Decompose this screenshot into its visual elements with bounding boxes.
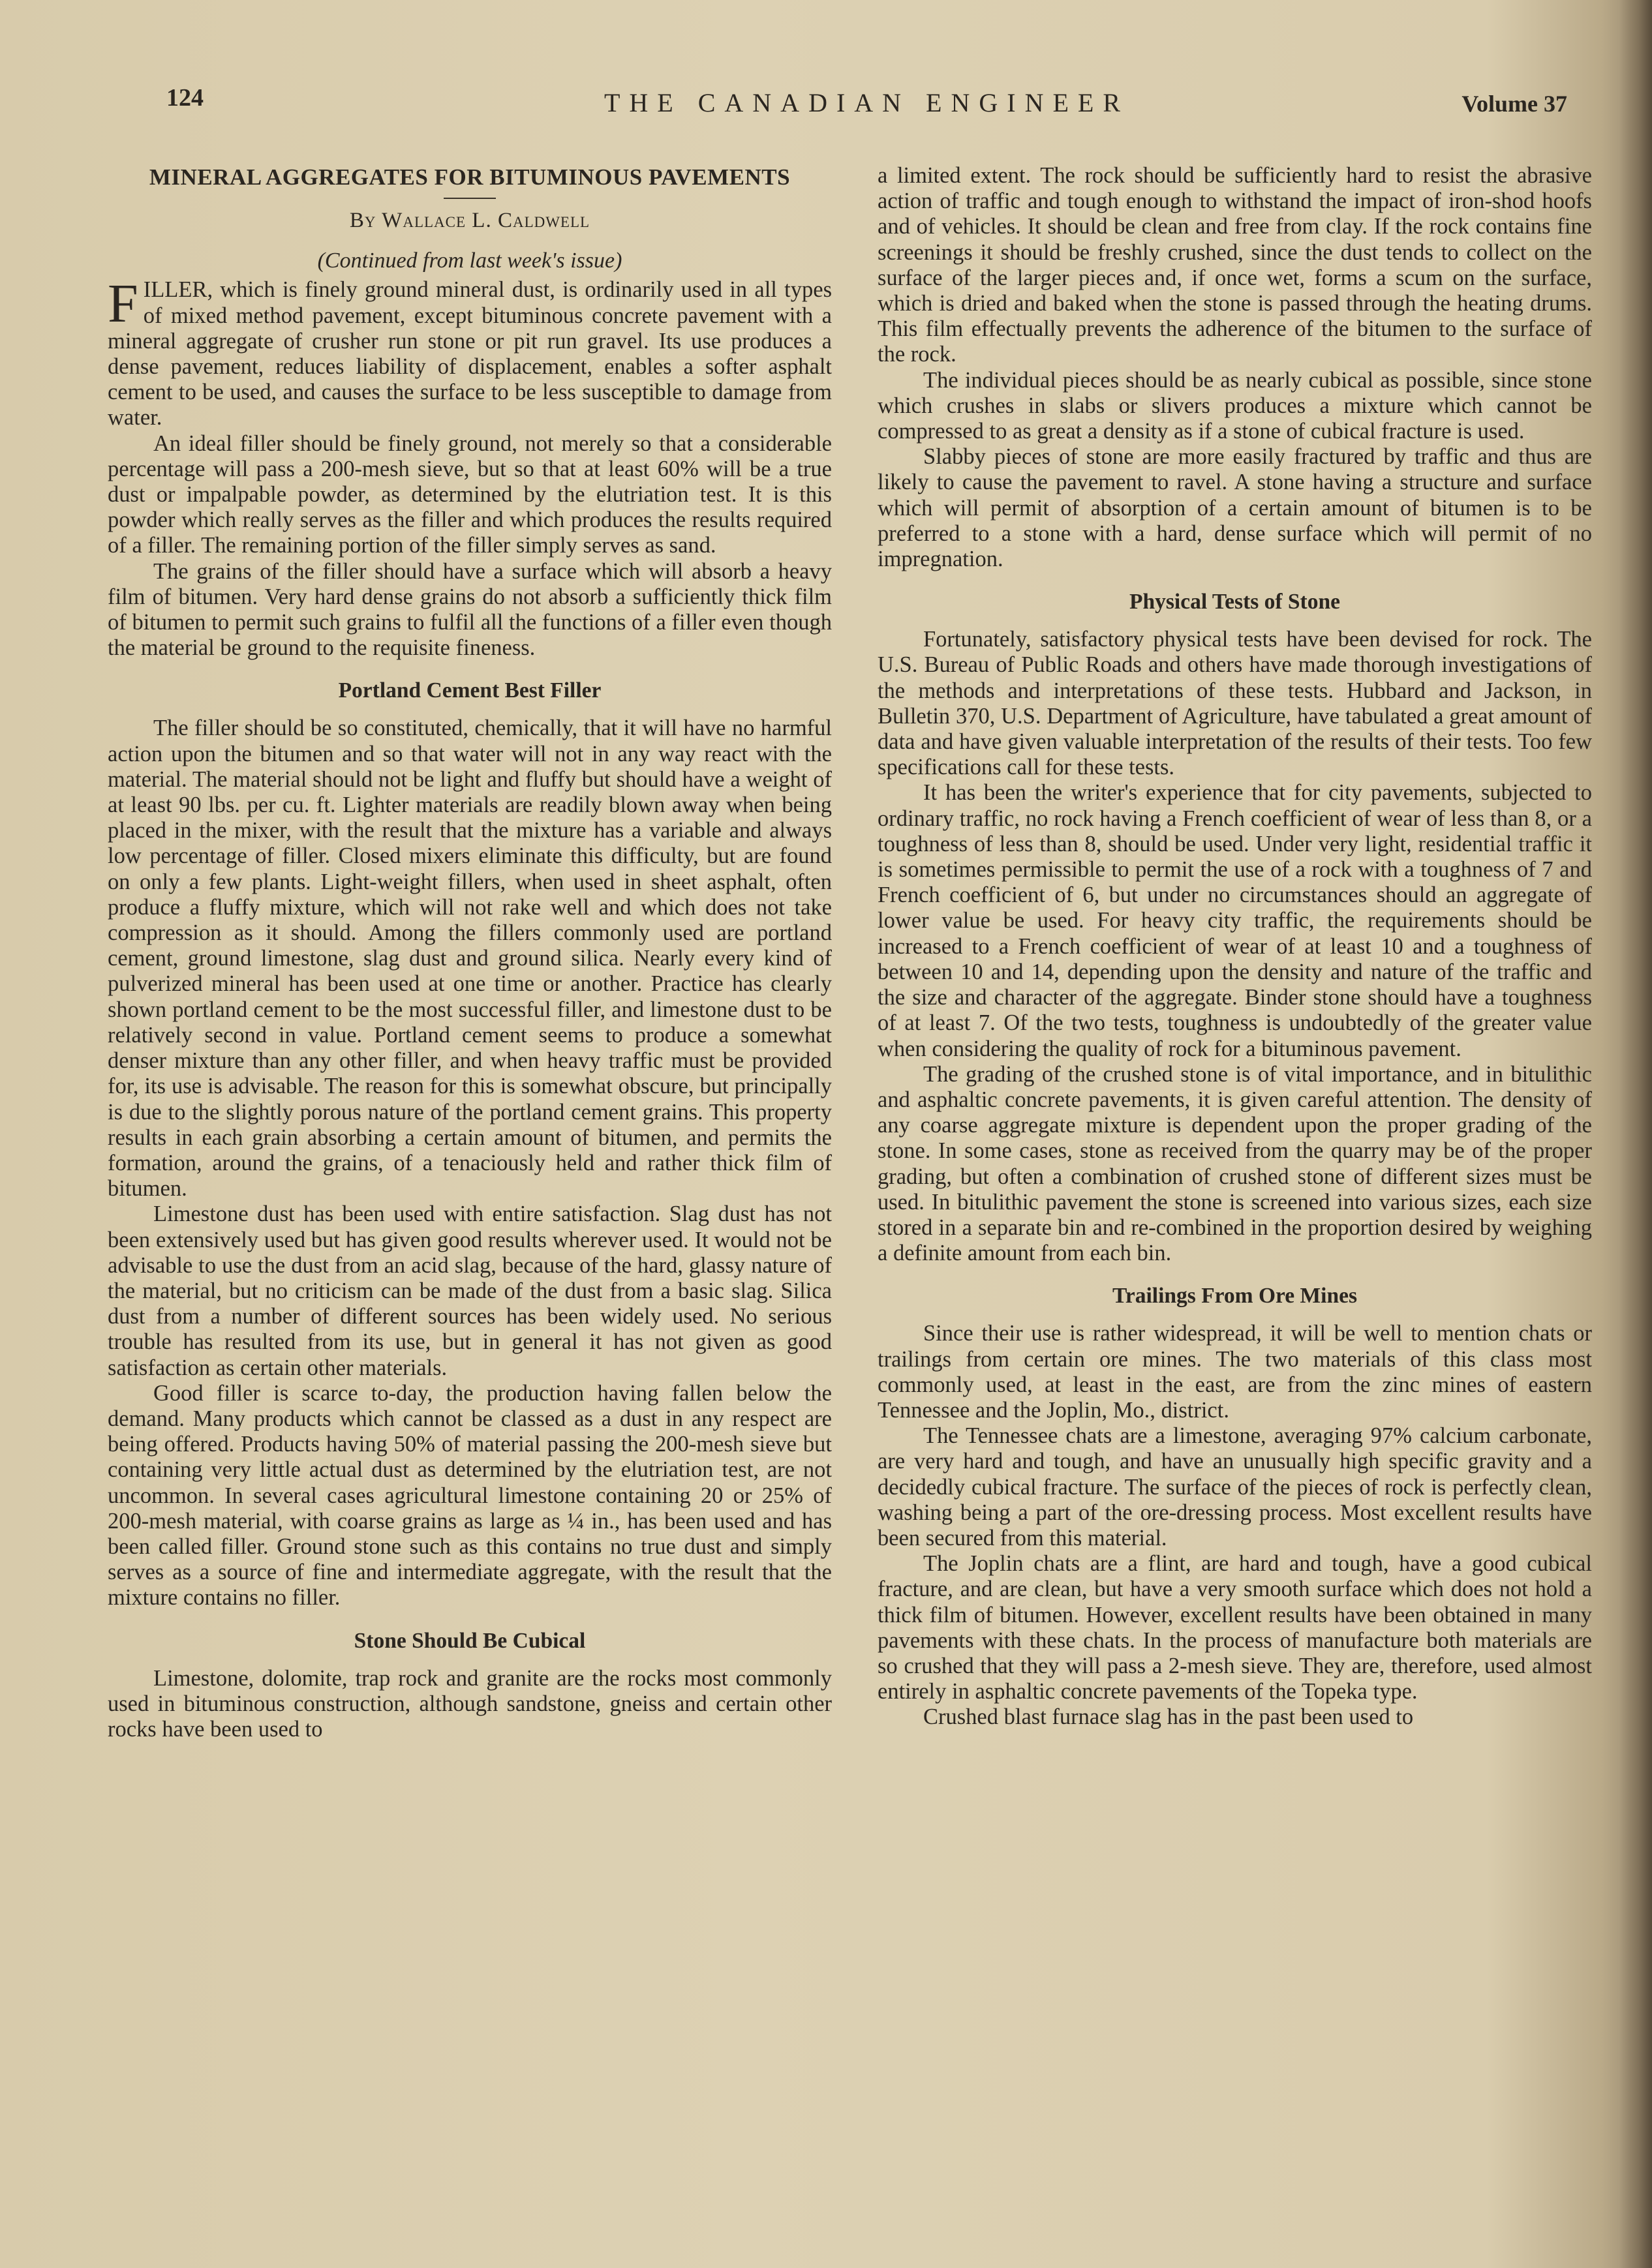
paragraph: Crushed blast furnace slag has in the past been used to (923, 1704, 1414, 1730)
binding-shadow (1619, 0, 1652, 2268)
page-number: 124 (166, 84, 204, 112)
paragraph: It has been the writer's experience that for city pavements, subjected to ordinary traffic, no rock having a French coefficient of wear of less than 8, or a toughness of less than 8, should be used. Under very light, residential traffic it is sometimes permissible to permit the use of a rock with a toughness of 7 and French coefficient of 6, but under no circumstances should an aggregate of lower value be used. For heavy city traffic, the requirements should be increased to a French coefficient of wear of at least 10 and a toughness of between 10 and 14, depending upon the density and nature of the traffic and the size and character of the aggregate. Binder stone should have a toughness of at least 7. Of the two tests, toughness is undoubtedly of the greater value when considering the quality of rock for a bituminous pavement. (878, 780, 1592, 1061)
left-column (108, 163, 832, 1742)
paragraph: The Tennessee chats are a limestone, averaging 97% calcium carbonate, are very hard and tough, and have an unusually high specific gravity and a decidedly cubical fracture. The surface of the pieces of rock is perfectly clean, washing being a part of the ore-dressing process. Most excellent results have been secured from this material. (878, 1423, 1592, 1550)
section-heading-physical: Physical Tests of Stone (1129, 590, 1340, 614)
paragraph: An ideal filler should be finely ground, not merely so that a considerable percentage will pass a 200-mesh sieve, but so that at least 60% will be a true dust or impalpable powder, as determined by the elutriation test. It is this powder which really serves as the filler and which produces the results required of a filler. The remaining portion of the filler simply serves as sand. (108, 431, 832, 558)
paragraph: The Joplin chats are a flint, are hard and tough, have a good cubical fracture, and are clean, but have a very smooth surface which does not hold a thick film of bitumen. However, excellent results have been obtained in many pavements with these chats. In the process of manufacture both materials are so crushed that they will pass a 2-mesh sieve. They are, therefore, used almost entirely in asphaltic concrete pavements of the Topeka type. (878, 1551, 1592, 1704)
paragraph: Limestone dust has been used with entire satisfaction. Slag dust has not been extensively used but has given good results wherever used. It would not be advisable to use the dust from an acid slag, because of the hard, glassy nature of the material, but no criticism can be made of the dust from a basic slag. Silica dust from a number of different sources has been widely used. No serious trouble has resulted from its use, but in general it has not given as good satisfaction as certain other materials. (108, 1202, 832, 1380)
first-paragraph-text: ILLER, which is finely ground mineral dust, is ordinarily used in all types of mixed method pavement, except bituminous concrete pavement with a mineral aggregate of crusher run stone or pit run gravel. Its use produces a dense pavement, reduces liability of displacement, enables a softer asphalt cement to be used, and causes the surface to be less susceptible to damage from water. (108, 277, 832, 431)
first-paragraph (108, 273, 832, 431)
masthead: THE CANADIAN ENGINEER (604, 88, 1130, 117)
paragraph-continued: a limited extent. The rock should be sufficiently hard to resist the abrasive action of traffic and tough enough to withstand the impact of iron-shod hoofs and of vehicles. It should be clean and free from clay. If the rock contains fine screenings it should be freshly crushed, since the dust tends to collect on the surface of the larger pieces and, if once wet, forms a scum on the surface, which is dried and baked when the stone is passed through the heating drums. This film effectually prevents the adherence of the bitumen to the surface of the rock. (878, 163, 1592, 367)
drop-cap: F (108, 273, 138, 335)
paragraph: The individual pieces should be as nearly cubical as possible, since stone which crushes in slabs or slivers produces a mixture which cannot be compressed to as great a density as if a stone of cubical fracture is used. (878, 367, 1592, 444)
paragraph: Good filler is scarce to-day, the production having fallen below the demand. Many products which cannot be classed as a dust in any respect are being offered. Products having 50% of material passing the 200-mesh sieve but containing very little actual dust as determined by the elutriation test, are not uncommon. In several cases agricultural limestone containing 20 or 25% of 200-mesh material, with coarse grains as large as ¼ in., has been used and has been called filler. Ground stone such as this contains no true dust and simply serves as a source of fine and intermediate aggregate, with the result that the mixture contains no filler. (108, 1380, 832, 1610)
article-title: MINERAL AGGREGATES FOR BITUMINOUS PAVEMENTS (149, 164, 791, 190)
section-heading-cubical: Stone Should Be Cubical (354, 1628, 586, 1653)
title-rule (444, 198, 496, 199)
byline: By Wallace L. Caldwell (349, 209, 590, 232)
paragraph: Since their use is rather widespread, it will be well to mention chats or trailings from certain ore mines. The two materials of this class most commonly used, at least in the east, are from the zinc mines of eastern Tennessee and the Joplin, Mo., district. (878, 1321, 1592, 1423)
volume-label: Volume 37 (1461, 91, 1567, 117)
paragraph: Fortunately, satisfactory physical tests have been devised for rock. The U.S. Bureau of Public Roads and others have made thorough investigations of the methods and interpretations of these tests. Hubbard and Jackson, in Bulletin 370, U.S. Department of Agriculture, have tabulated a great amount of data and have given valuable interpretation of the results of their tests. Too few specifications call for these tests. (878, 627, 1592, 780)
paragraph: Slabby pieces of stone are more easily fractured by traffic and thus are likely to cause the pavement to ravel. A stone having a structure and surface which will permit of absorption of a certain amount of bitumen is to be preferred to a stone with a hard, dense surface which will permit of no impregnation. (878, 444, 1592, 572)
paragraph: Limestone, dolomite, trap rock and granite are the rocks most commonly used in bituminous construction, although sandstone, gneiss and certain other rocks have been used to (108, 1665, 832, 1742)
paragraph: The filler should be so constituted, chemically, that it will have no harmful action upon the bitumen and so that water will not in any way react with the material. The material should not be light and fluffy but should have a weight of at least 90 lbs. per cu. ft. Lighter materials are readily blown away when being placed in the mixer, with the result that the mixture has a variable and always low percentage of filler. Closed mixers eliminate this difficulty, but are found on only a few plants. Light-weight fillers, when used in sheet asphalt, often produce a fluffy mixture, which will not rake well and which does not take compression as it should. Among the fillers commonly used are portland cement, ground limestone, slag dust and ground silica. Nearly every kind of pulverized mineral has been used at one time or another. Practice has clearly shown portland cement to be the most successful filler, and limestone dust to be relatively second in value. Portland cement seems to produce a somewhat denser mixture than any other filler, and when heavy traffic must be provided for, its use is advisable. The reason for this is somewhat obscure, but principally is due to the slightly porous nature of the portland cement grains. This property results in each grain absorbing a certain amount of bitumen, and permits the formation, around the grains, of a tenaciously held and rather thick film of bitumen. (108, 716, 832, 1202)
section-heading-trailings: Trailings From Ore Mines (1112, 1284, 1357, 1308)
paragraph: The grading of the crushed stone is of vital importance, and in bitulithic and asphaltic concrete pavements, it is given careful attention. The density of any coarse aggregate mixture is dependent upon the proper grading of the stone. In some cases, stone as received from the quarry may be of the proper grading, but often a combination of crushed stone of different sizes must be used. In bitulithic pavement the stone is screened into various sizes, each size stored in a separate bin and re-combined in the proportion desired by weighing a definite amount from each bin. (878, 1061, 1592, 1266)
paragraph: The grains of the filler should have a surface which will absorb a heavy film of bitumen. Very hard dense grains do not absorb a sufficiently thick film of bitumen to permit such grains to fulfil all the functions of a filler even though the material be ground to the requisite fineness. (108, 558, 832, 661)
continued-note: (Continued from last week's issue) (317, 249, 622, 273)
right-column (878, 163, 1592, 1731)
page-header (166, 83, 1567, 129)
section-heading-portland: Portland Cement Best Filler (338, 678, 602, 703)
